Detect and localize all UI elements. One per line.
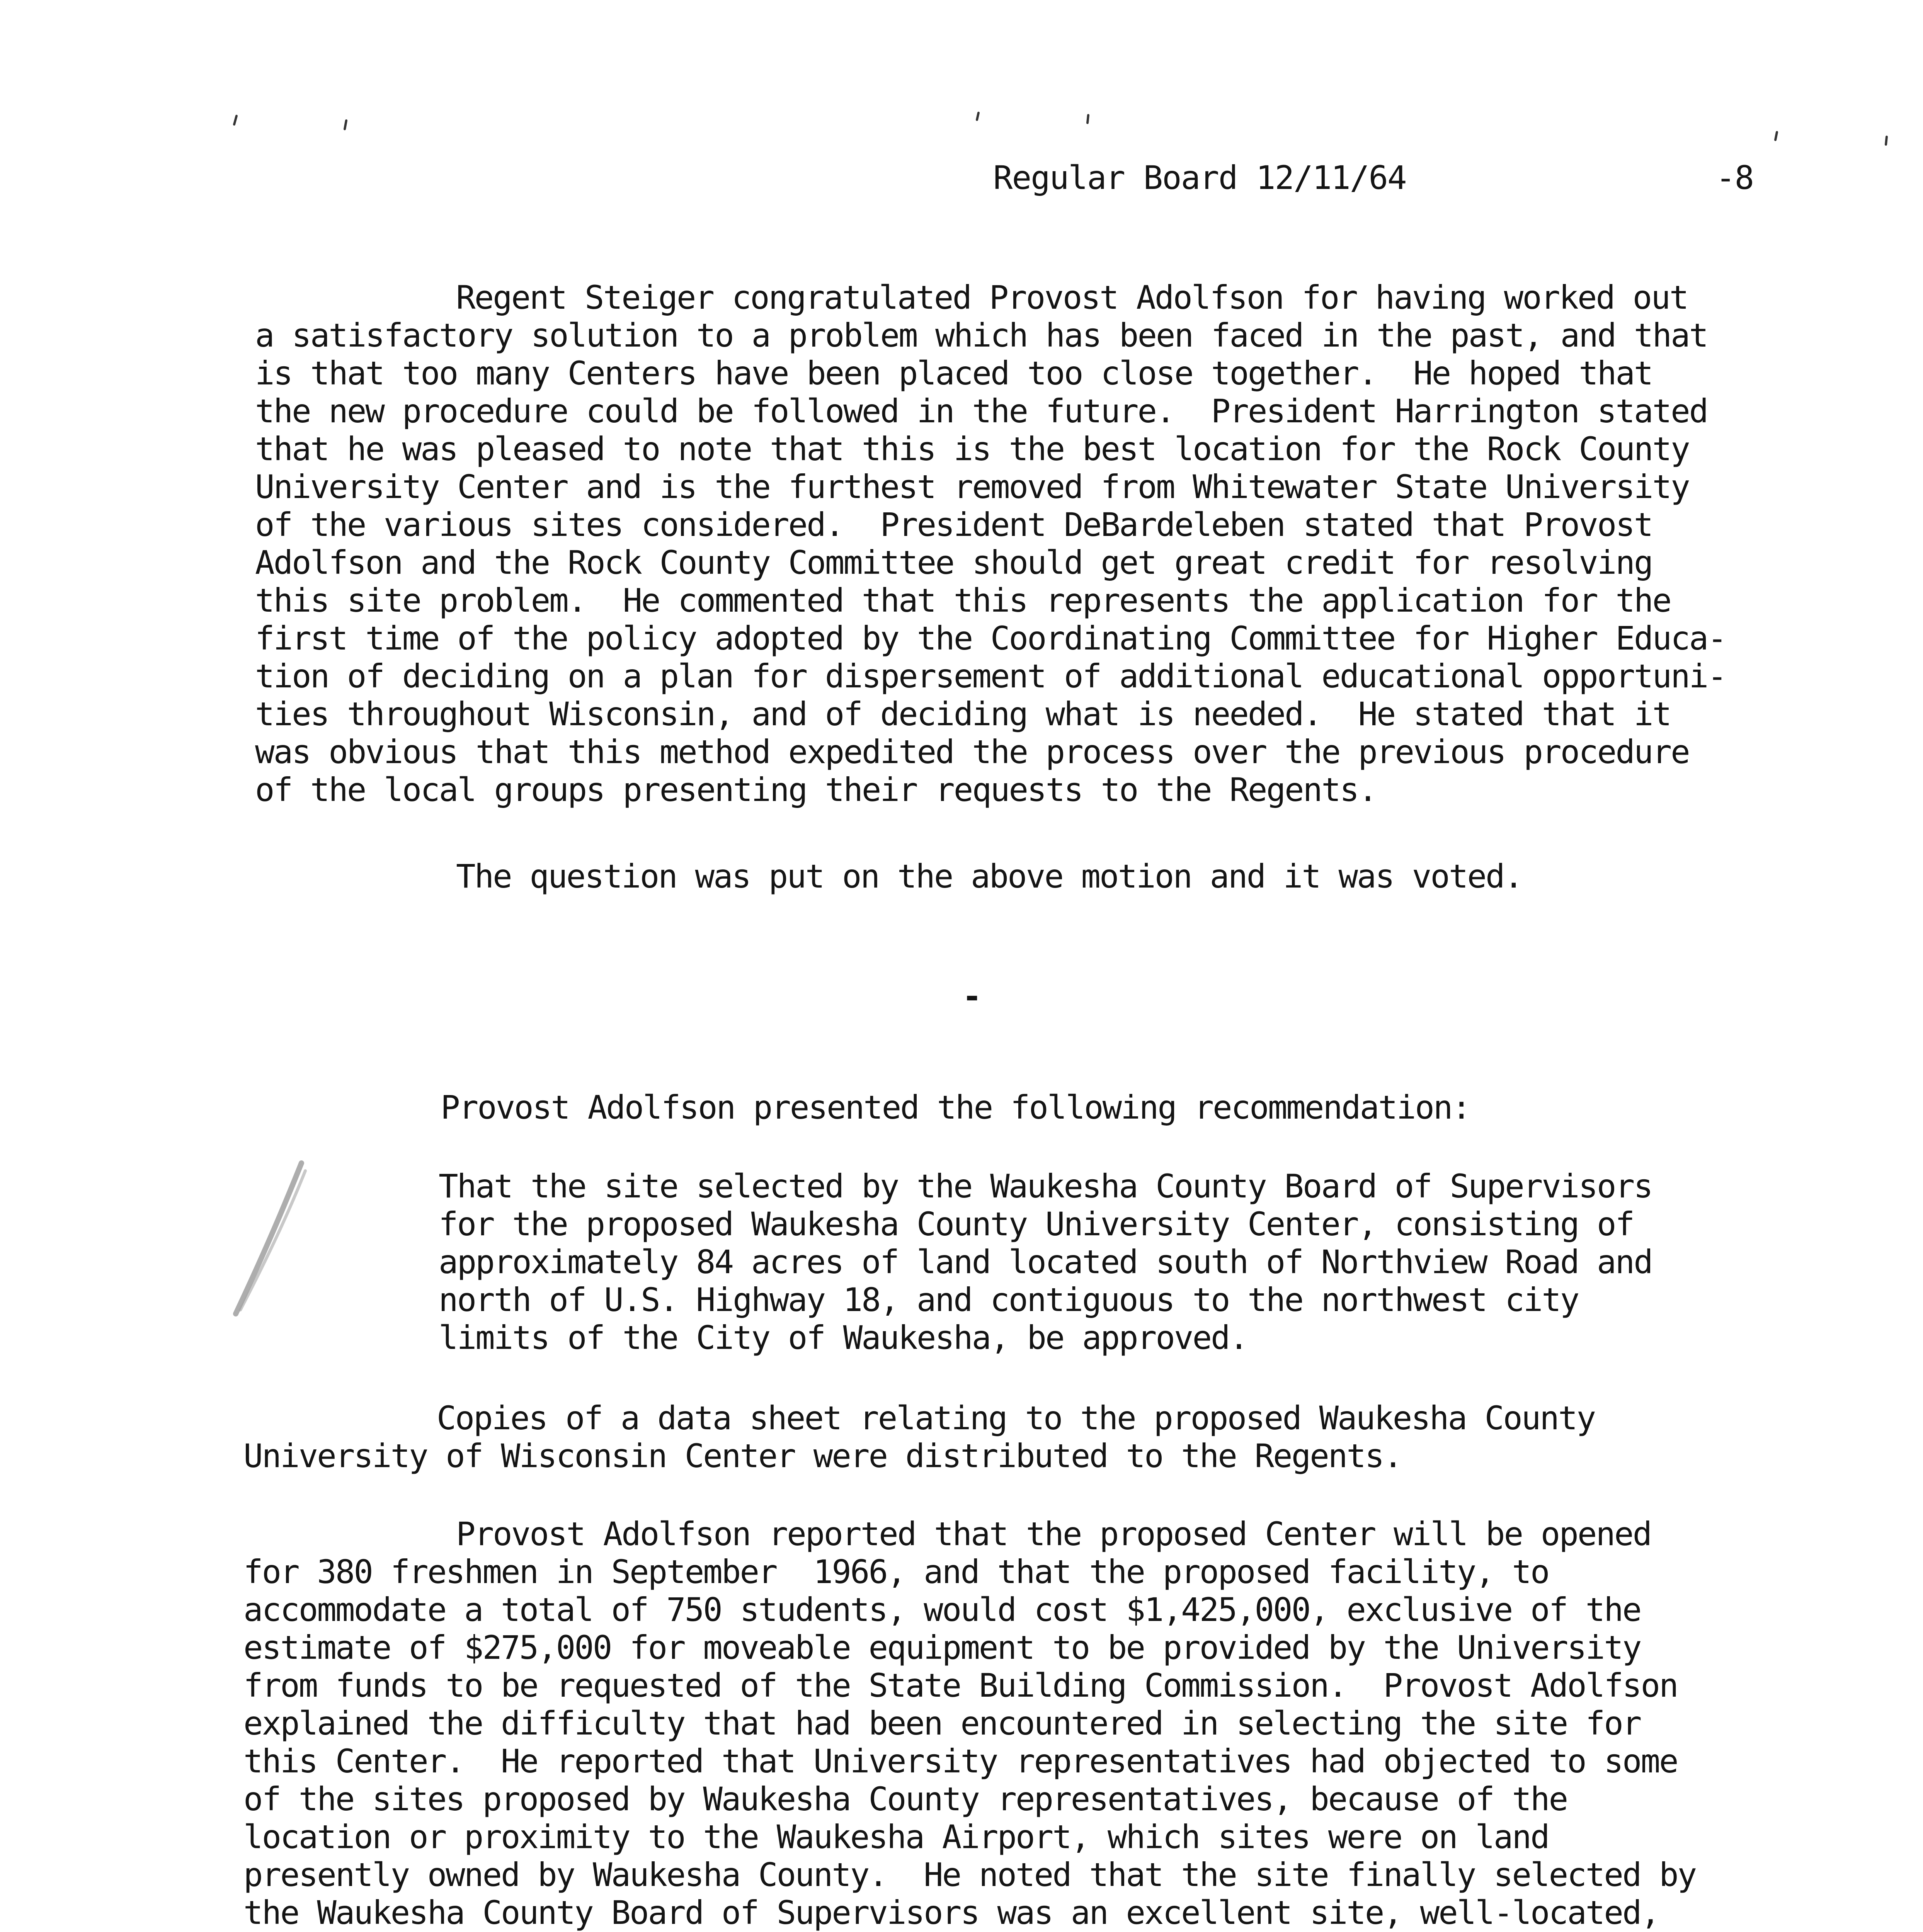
- text-line: was obvious that this method expedited the process over the previous procedure: [255, 733, 1689, 771]
- text-line: the Waukesha County Board of Supervisors was an excellent site, well-located,: [243, 1894, 1659, 1932]
- text-line: for 380 freshmen in September 1966, and that the proposed facility, to: [243, 1553, 1549, 1591]
- text-line: Provost Adolfson presented the following recommendation:: [441, 1088, 1470, 1126]
- text-line: presently owned by Waukesha County. He noted that the site finally selected by: [243, 1856, 1696, 1894]
- text-line: ties throughout Wisconsin, and of deciding what is needed. He stated that it: [255, 695, 1671, 733]
- text-line: estimate of $275,000 for moveable equipment to be provided by the University: [243, 1629, 1641, 1667]
- text-line: this site problem. He commented that this represents the application for the: [255, 582, 1671, 619]
- header-page-ref: -8: [1716, 159, 1754, 197]
- separator-dash: -: [962, 977, 981, 1015]
- text-line: approximately 84 acres of land located south of Northview Road and: [439, 1243, 1652, 1281]
- text-line: location or proximity to the Waukesha Airport, which sites were on land: [243, 1818, 1549, 1856]
- text-line: University of Wisconsin Center were distributed to the Regents.: [243, 1437, 1402, 1475]
- text-line: tion of deciding on a plan for dispersement of additional educational opportuni-: [255, 657, 1726, 695]
- text-line: for the proposed Waukesha County University Center, consisting of: [439, 1205, 1634, 1243]
- text-line: Adolfson and the Rock County Committee should get great credit for resolving: [255, 544, 1652, 582]
- text-line: of the sites proposed by Waukesha County representatives, because of the: [243, 1780, 1567, 1818]
- text-line: the new procedure could be followed in the future. President Harrington stated: [255, 392, 1708, 430]
- text-line: accommodate a total of 750 students, would cost $1,425,000, exclusive of the: [243, 1591, 1641, 1629]
- text-line: this Center. He reported that University representatives had objected to some: [243, 1742, 1678, 1780]
- text-line: Regent Steiger congratulated Provost Adolfson for having worked out: [456, 279, 1688, 316]
- text-line: north of U.S. Highway 18, and contiguous to the northwest city: [439, 1281, 1579, 1319]
- text-line: That the site selected by the Waukesha County Board of Supervisors: [439, 1167, 1652, 1205]
- header-title: Regular Board 12/11/64: [993, 159, 1406, 197]
- text-line: of the local groups presenting their requests to the Regents.: [255, 771, 1377, 809]
- text-line: Copies of a data sheet relating to the proposed Waukesha County: [437, 1399, 1595, 1437]
- text-line: a satisfactory solution to a problem which has been faced in the past, and that: [255, 316, 1708, 354]
- pencil-margin-mark: [216, 1151, 317, 1329]
- text-line: that he was pleased to note that this is the best location for the Rock County: [255, 430, 1689, 468]
- text-line: is that too many Centers have been placed too close together. He hoped that: [255, 354, 1652, 392]
- text-line: of the various sites considered. President DeBardeleben stated that Provost: [255, 506, 1652, 544]
- text-line: first time of the policy adopted by the Coordinating Committee for Higher Educa-: [255, 619, 1726, 657]
- text-line: limits of the City of Waukesha, be approved.: [439, 1319, 1248, 1357]
- scan-specks: [0, 0, 1923, 162]
- text-line: The question was put on the above motion and it was voted.: [456, 857, 1523, 895]
- text-line: Provost Adolfson reported that the proposed Center will be opened: [456, 1515, 1651, 1553]
- text-line: from funds to be requested of the State Building Commission. Provost Adolfson: [243, 1667, 1678, 1704]
- text-line: University Center and is the furthest removed from Whitewater State University: [255, 468, 1689, 506]
- text-line: explained the difficulty that had been encountered in selecting the site for: [243, 1704, 1641, 1742]
